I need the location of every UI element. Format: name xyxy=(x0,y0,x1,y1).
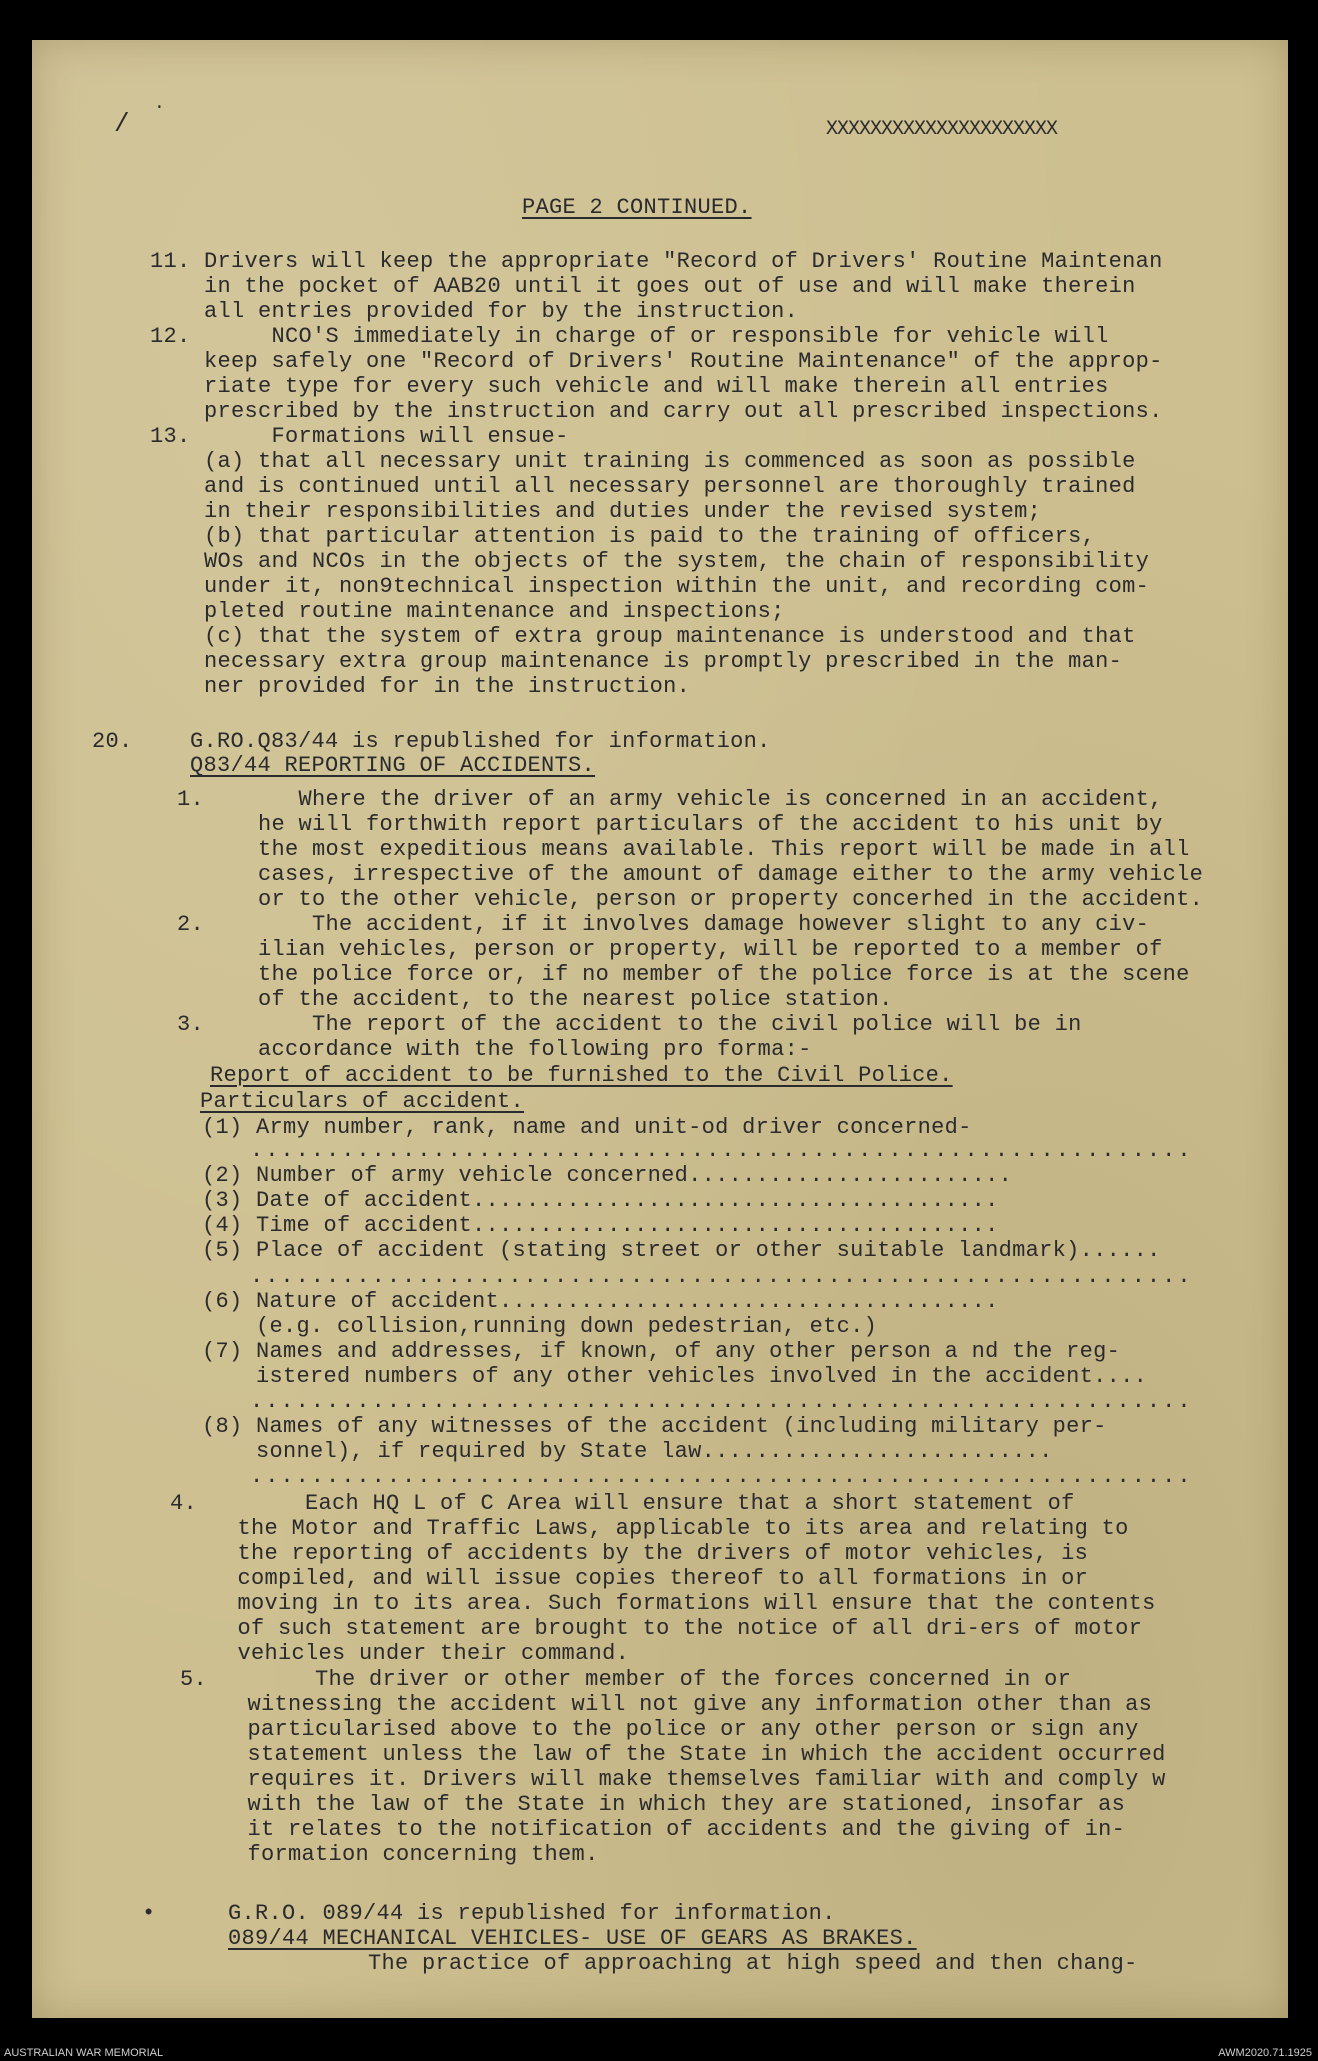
body-line: riate type for every such vehicle and will make therein all entries xyxy=(150,374,1109,399)
proforma-item: (2) Number of army vehicle concerned........................ xyxy=(202,1163,1013,1188)
body-line: of the accident, to the nearest police station. xyxy=(150,987,893,1012)
body-line: moving in to its area. Such formations will ensure that the contents xyxy=(170,1591,1156,1616)
body-line: 5. The driver or other member of the forces concerned in or xyxy=(180,1667,1072,1692)
body-line: 3. The report of the accident to the civil police will be in xyxy=(150,1012,1082,1037)
document-page xyxy=(32,40,1288,2018)
dotted-line: .............................................................. xyxy=(250,1389,1193,1414)
body-line: of such statement are brought to the notice of all dri-ers of motor xyxy=(170,1616,1143,1641)
body-line: all entries provided for by the instruction. xyxy=(150,299,799,324)
body-line: 13. Formations will ensue- xyxy=(150,424,569,449)
body-line: keep safely one "Record of Drivers' Routine Maintenance" of the approp- xyxy=(150,349,1163,374)
body-line: statement unless the law of the State in which the accident occurred xyxy=(180,1742,1166,1767)
body-line: in their responsibilities and duties under the revised system; xyxy=(150,499,1042,524)
body-line: prescribed by the instruction and carry out all prescribed inspections. xyxy=(150,399,1163,424)
body-line: necessary extra group maintenance is promptly prescribed in the man- xyxy=(150,649,1123,674)
body-line: requires it. Drivers will make themselves familiar with and comply w xyxy=(180,1767,1166,1792)
body-line: particularised above to the police or any other person or sign any xyxy=(180,1717,1139,1742)
proforma-item: istered numbers of any other vehicles involved in the accident.... xyxy=(202,1364,1148,1389)
proforma-item: (4) Time of accident....................................... xyxy=(202,1213,999,1238)
body-line: 12. NCO'S immediately in charge of or responsible for vehicle will xyxy=(150,324,1109,349)
dotted-line: .............................................................. xyxy=(250,1464,1193,1489)
proforma-item: (8) Names of any witnesses of the accident (including military per- xyxy=(202,1414,1107,1439)
body-line: 1. Where the driver of an army vehicle is concerned in an accident, xyxy=(150,787,1163,812)
section-heading: Q83/44 REPORTING OF ACCIDENTS. xyxy=(190,753,596,778)
bullet: • xyxy=(142,1901,156,1926)
proforma-item: (5) Place of accident (stating street or other suitable landmark)...... xyxy=(202,1238,1161,1263)
body-line: he will forthwith report particulars of the accident to his unit by xyxy=(150,812,1163,837)
body-line: it relates to the notification of accidents and the giving of in- xyxy=(180,1817,1126,1842)
dotted-line: .............................................................. xyxy=(250,1264,1193,1289)
body-line: The practice of approaching at high speed and then chang- xyxy=(368,1951,1138,1976)
body-line: compiled, and will issue copies thereof to all formations in or xyxy=(170,1566,1089,1591)
crossed-out-line: XXXXXXXXXXXXXXXXXXXXX xyxy=(826,118,1058,141)
body-line: ner provided for in the instruction. xyxy=(150,674,691,699)
tick-mark: · xyxy=(154,98,166,118)
body-line: under it, non9technical inspection within the unit, and recording com- xyxy=(150,574,1150,599)
body-line: cases, irrespective of the amount of damage either to the army vehicle xyxy=(150,862,1204,887)
body-line: 4. Each HQ L of C Area will ensure that a short statement of xyxy=(170,1491,1075,1516)
body-line: WOs and NCOs in the objects of the system, the chain of responsibility xyxy=(150,549,1150,574)
proforma-item: (6) Nature of accident..................................... xyxy=(202,1289,999,1314)
section-intro: G.RO.Q83/44 is republished for information. xyxy=(190,729,771,754)
body-line: (b) that particular attention is paid to the training of officers, xyxy=(150,524,1096,549)
page-title: PAGE 2 CONTINUED. xyxy=(522,195,752,220)
body-line: 11. Drivers will keep the appropriate "Record of Drivers' Routine Maintenan xyxy=(150,249,1163,274)
body-line: the reporting of accidents by the drivers of motor vehicles, is xyxy=(170,1541,1089,1566)
section-intro: G.R.O. 089/44 is republished for information. xyxy=(228,1901,836,1926)
body-line: the most expeditious means available. This report will be made in all xyxy=(150,837,1190,862)
dotted-line: .............................................................. xyxy=(250,1138,1193,1163)
proforma-heading: Report of accident to be furnished to the Civil Police. xyxy=(210,1063,953,1088)
particulars-heading: Particulars of accident. xyxy=(200,1089,525,1114)
body-line: the Motor and Traffic Laws, applicable to its area and relating to xyxy=(170,1516,1129,1541)
proforma-item: sonnel), if required by State law.......................... xyxy=(202,1439,1053,1464)
body-line: in the pocket of AAB20 until it goes out of use and will make therein xyxy=(150,274,1136,299)
body-line: ilian vehicles, person or property, will be reported to a member of xyxy=(150,937,1163,962)
footer-reference: AWM2020.71.1925 xyxy=(1218,2047,1312,2059)
proforma-item: (e.g. collision,running down pedestrian, etc.) xyxy=(202,1314,878,1339)
body-line: with the law of the State in which they are stationed, insofar as xyxy=(180,1792,1126,1817)
proforma-item: (3) Date of accident....................................... xyxy=(202,1188,999,1213)
proforma-item: (1) Army number, rank, name and unit-od driver concerned- xyxy=(202,1115,972,1140)
body-line: 2. The accident, if it involves damage however slight to any civ- xyxy=(150,912,1150,937)
body-line: accordance with the following pro forma:- xyxy=(150,1037,812,1062)
body-line: pleted routine maintenance and inspections; xyxy=(150,599,785,624)
footer-source: AUSTRALIAN WAR MEMORIAL xyxy=(4,2047,164,2059)
body-line: the police force or, if no member of the police force is at the scene xyxy=(150,962,1190,987)
body-line: formation concerning them. xyxy=(180,1842,599,1867)
body-line: vehicles under their command. xyxy=(170,1641,630,1666)
body-line: and is continued until all necessary personnel are thoroughly trained xyxy=(150,474,1136,499)
body-line: or to the other vehicle, person or property concerhed in the accident. xyxy=(150,887,1204,912)
corner-mark: / xyxy=(114,109,130,139)
body-line: (a) that all necessary unit training is commenced as soon as possible xyxy=(150,449,1136,474)
body-line: witnessing the accident will not give any information other than as xyxy=(180,1692,1153,1717)
section-heading: 089/44 MECHANICAL VEHICLES- USE OF GEARS AS BRAKES. xyxy=(228,1926,917,1951)
body-line: (c) that the system of extra group maintenance is understood and that xyxy=(150,624,1136,649)
section-number: 20. xyxy=(92,729,133,754)
proforma-item: (7) Names and addresses, if known, of any other person a nd the reg- xyxy=(202,1339,1121,1364)
